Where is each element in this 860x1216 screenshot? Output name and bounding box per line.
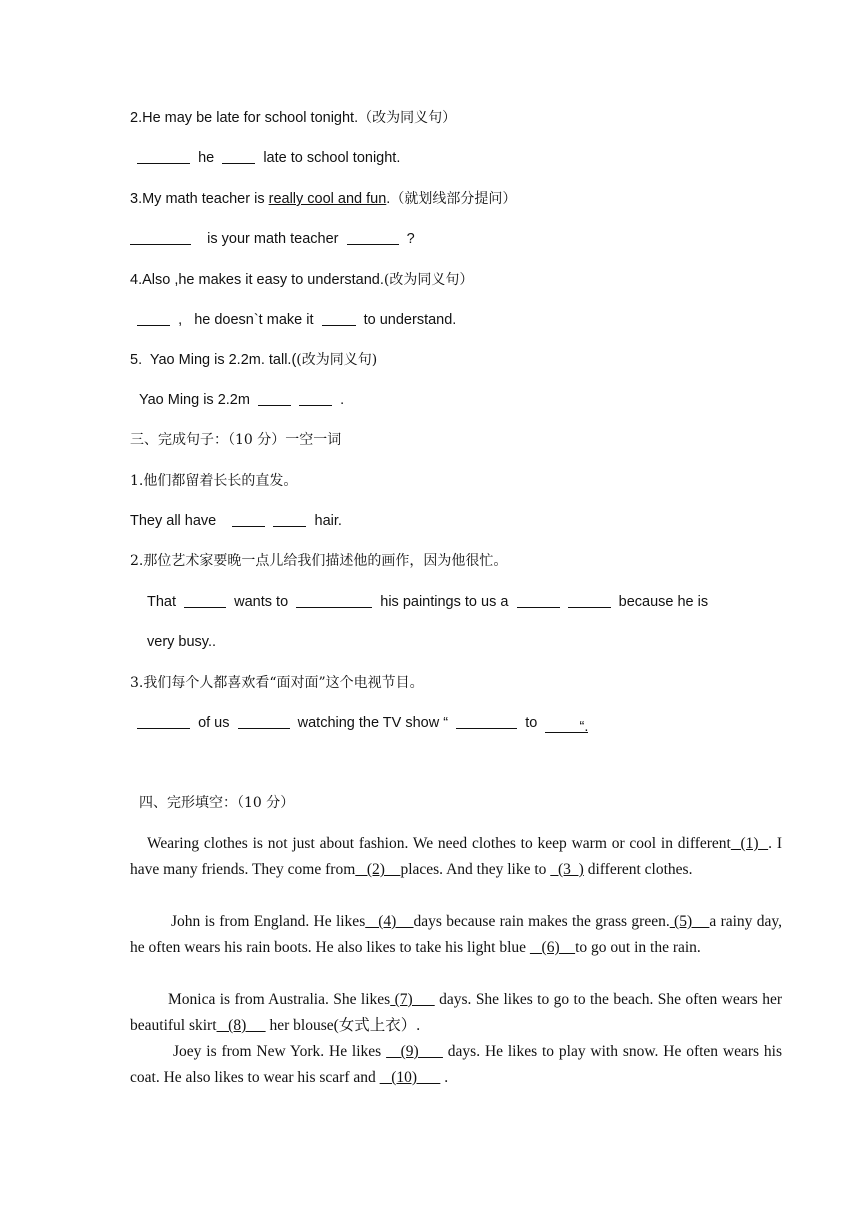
answer-blank[interactable] bbox=[137, 310, 170, 326]
rewrite-q3-prompt: 3.My math teacher is really cool and fun.（就划线部分提问） bbox=[130, 191, 517, 207]
section3-q3-english: of us watching the TV show “ to “. bbox=[137, 713, 588, 733]
answer-blank[interactable] bbox=[238, 713, 290, 729]
underlined-phrase: really cool and fun bbox=[268, 191, 387, 207]
answer-blank[interactable]: “. bbox=[545, 717, 588, 733]
answer-blank[interactable] bbox=[517, 592, 560, 608]
rewrite-q2-answer: he late to school tonight. bbox=[137, 148, 400, 168]
section4-heading: 四、完形填空：（10 分） bbox=[139, 795, 295, 811]
cloze-paragraph-2: John is from England. He likes (4) days because rain makes the grass green. (5) a rainy day, he often wears his rain boots. He also likes to take his light blue (6) to go out in the rain. bbox=[130, 913, 783, 956]
answer-blank[interactable] bbox=[296, 592, 372, 608]
section3-q3-chinese: 3.我们每个人都喜欢看“面对面”这个电视节目。 bbox=[130, 675, 424, 691]
cloze-blank-8[interactable]: (8) bbox=[216, 1017, 266, 1034]
cloze-paragraph-1: Wearing clothes is not just about fashion. We need clothes to keep warm or cool in different (1) . I have many friends. They come from (2) places. And they like to (3 ) different clothes. bbox=[130, 835, 782, 878]
answer-blank[interactable] bbox=[222, 148, 255, 164]
rewrite-q4-answer: , he doesn`t make it to understand. bbox=[137, 310, 456, 330]
answer-blank[interactable] bbox=[299, 390, 332, 406]
section3-heading: 三、完成句子：（10 分）一空一词 bbox=[130, 432, 342, 448]
rewrite-q2-prompt: 2.He may be late for school tonight.（改为同义句） bbox=[130, 110, 457, 126]
cloze-blank-5[interactable]: (5) bbox=[669, 913, 710, 930]
answer-blank[interactable] bbox=[273, 511, 306, 527]
rewrite-q5-answer: Yao Ming is 2.2m . bbox=[139, 392, 345, 408]
answer-blank[interactable] bbox=[347, 229, 399, 245]
section3-q2-english: That wants to his paintings to us a because he is bbox=[147, 594, 709, 610]
section3-q1-english: They all have hair. bbox=[130, 513, 342, 529]
cloze-paragraph-4: Joey is from New York. He likes (9) days. He likes to play with snow. He often wears his coat. He also likes to wear his scarf and (10) . bbox=[130, 1043, 782, 1086]
answer-blank[interactable] bbox=[568, 592, 611, 608]
cloze-blank-9[interactable]: (9) bbox=[386, 1043, 443, 1060]
cloze-blank-6[interactable]: (6) bbox=[529, 939, 576, 956]
section3-q1-chinese: 1.他们都留着长长的直发。 bbox=[130, 473, 298, 489]
answer-blank[interactable] bbox=[137, 148, 190, 164]
rewrite-q5-prompt: 5. Yao Ming is 2.2m. tall.((改为同义句) bbox=[130, 352, 378, 368]
cloze-blank-1[interactable]: (1) bbox=[730, 835, 769, 852]
rewrite-q3-answer: is your math teacher ? bbox=[130, 229, 415, 249]
answer-blank[interactable] bbox=[322, 310, 356, 326]
answer-blank[interactable] bbox=[232, 511, 265, 527]
cloze-paragraph-3: Monica is from Australia. She likes (7) days. She likes to go to the beach. She often wears her beautiful skirt (8) her blouse(女式上衣）. bbox=[130, 991, 782, 1034]
cloze-blank-3[interactable]: (3 ) bbox=[550, 861, 584, 878]
section3-q2-chinese: 2.那位艺术家要晚一点儿给我们描述他的画作，因为他很忙。 bbox=[130, 553, 508, 569]
cloze-blank-2[interactable]: (2) bbox=[355, 861, 401, 878]
cloze-blank-4[interactable]: (4) bbox=[365, 913, 414, 930]
answer-blank[interactable] bbox=[456, 713, 517, 729]
cloze-blank-7[interactable]: (7) bbox=[390, 991, 435, 1008]
answer-blank[interactable] bbox=[184, 592, 226, 608]
answer-blank[interactable] bbox=[258, 390, 291, 406]
cloze-blank-10[interactable]: (10) bbox=[379, 1069, 441, 1086]
answer-blank[interactable] bbox=[137, 713, 190, 729]
rewrite-q4-prompt: 4.Also ,he makes it easy to understand.(改为同义句） bbox=[130, 272, 474, 288]
section3-q2-english-cont: very busy.. bbox=[147, 634, 217, 650]
answer-blank[interactable] bbox=[130, 229, 191, 245]
